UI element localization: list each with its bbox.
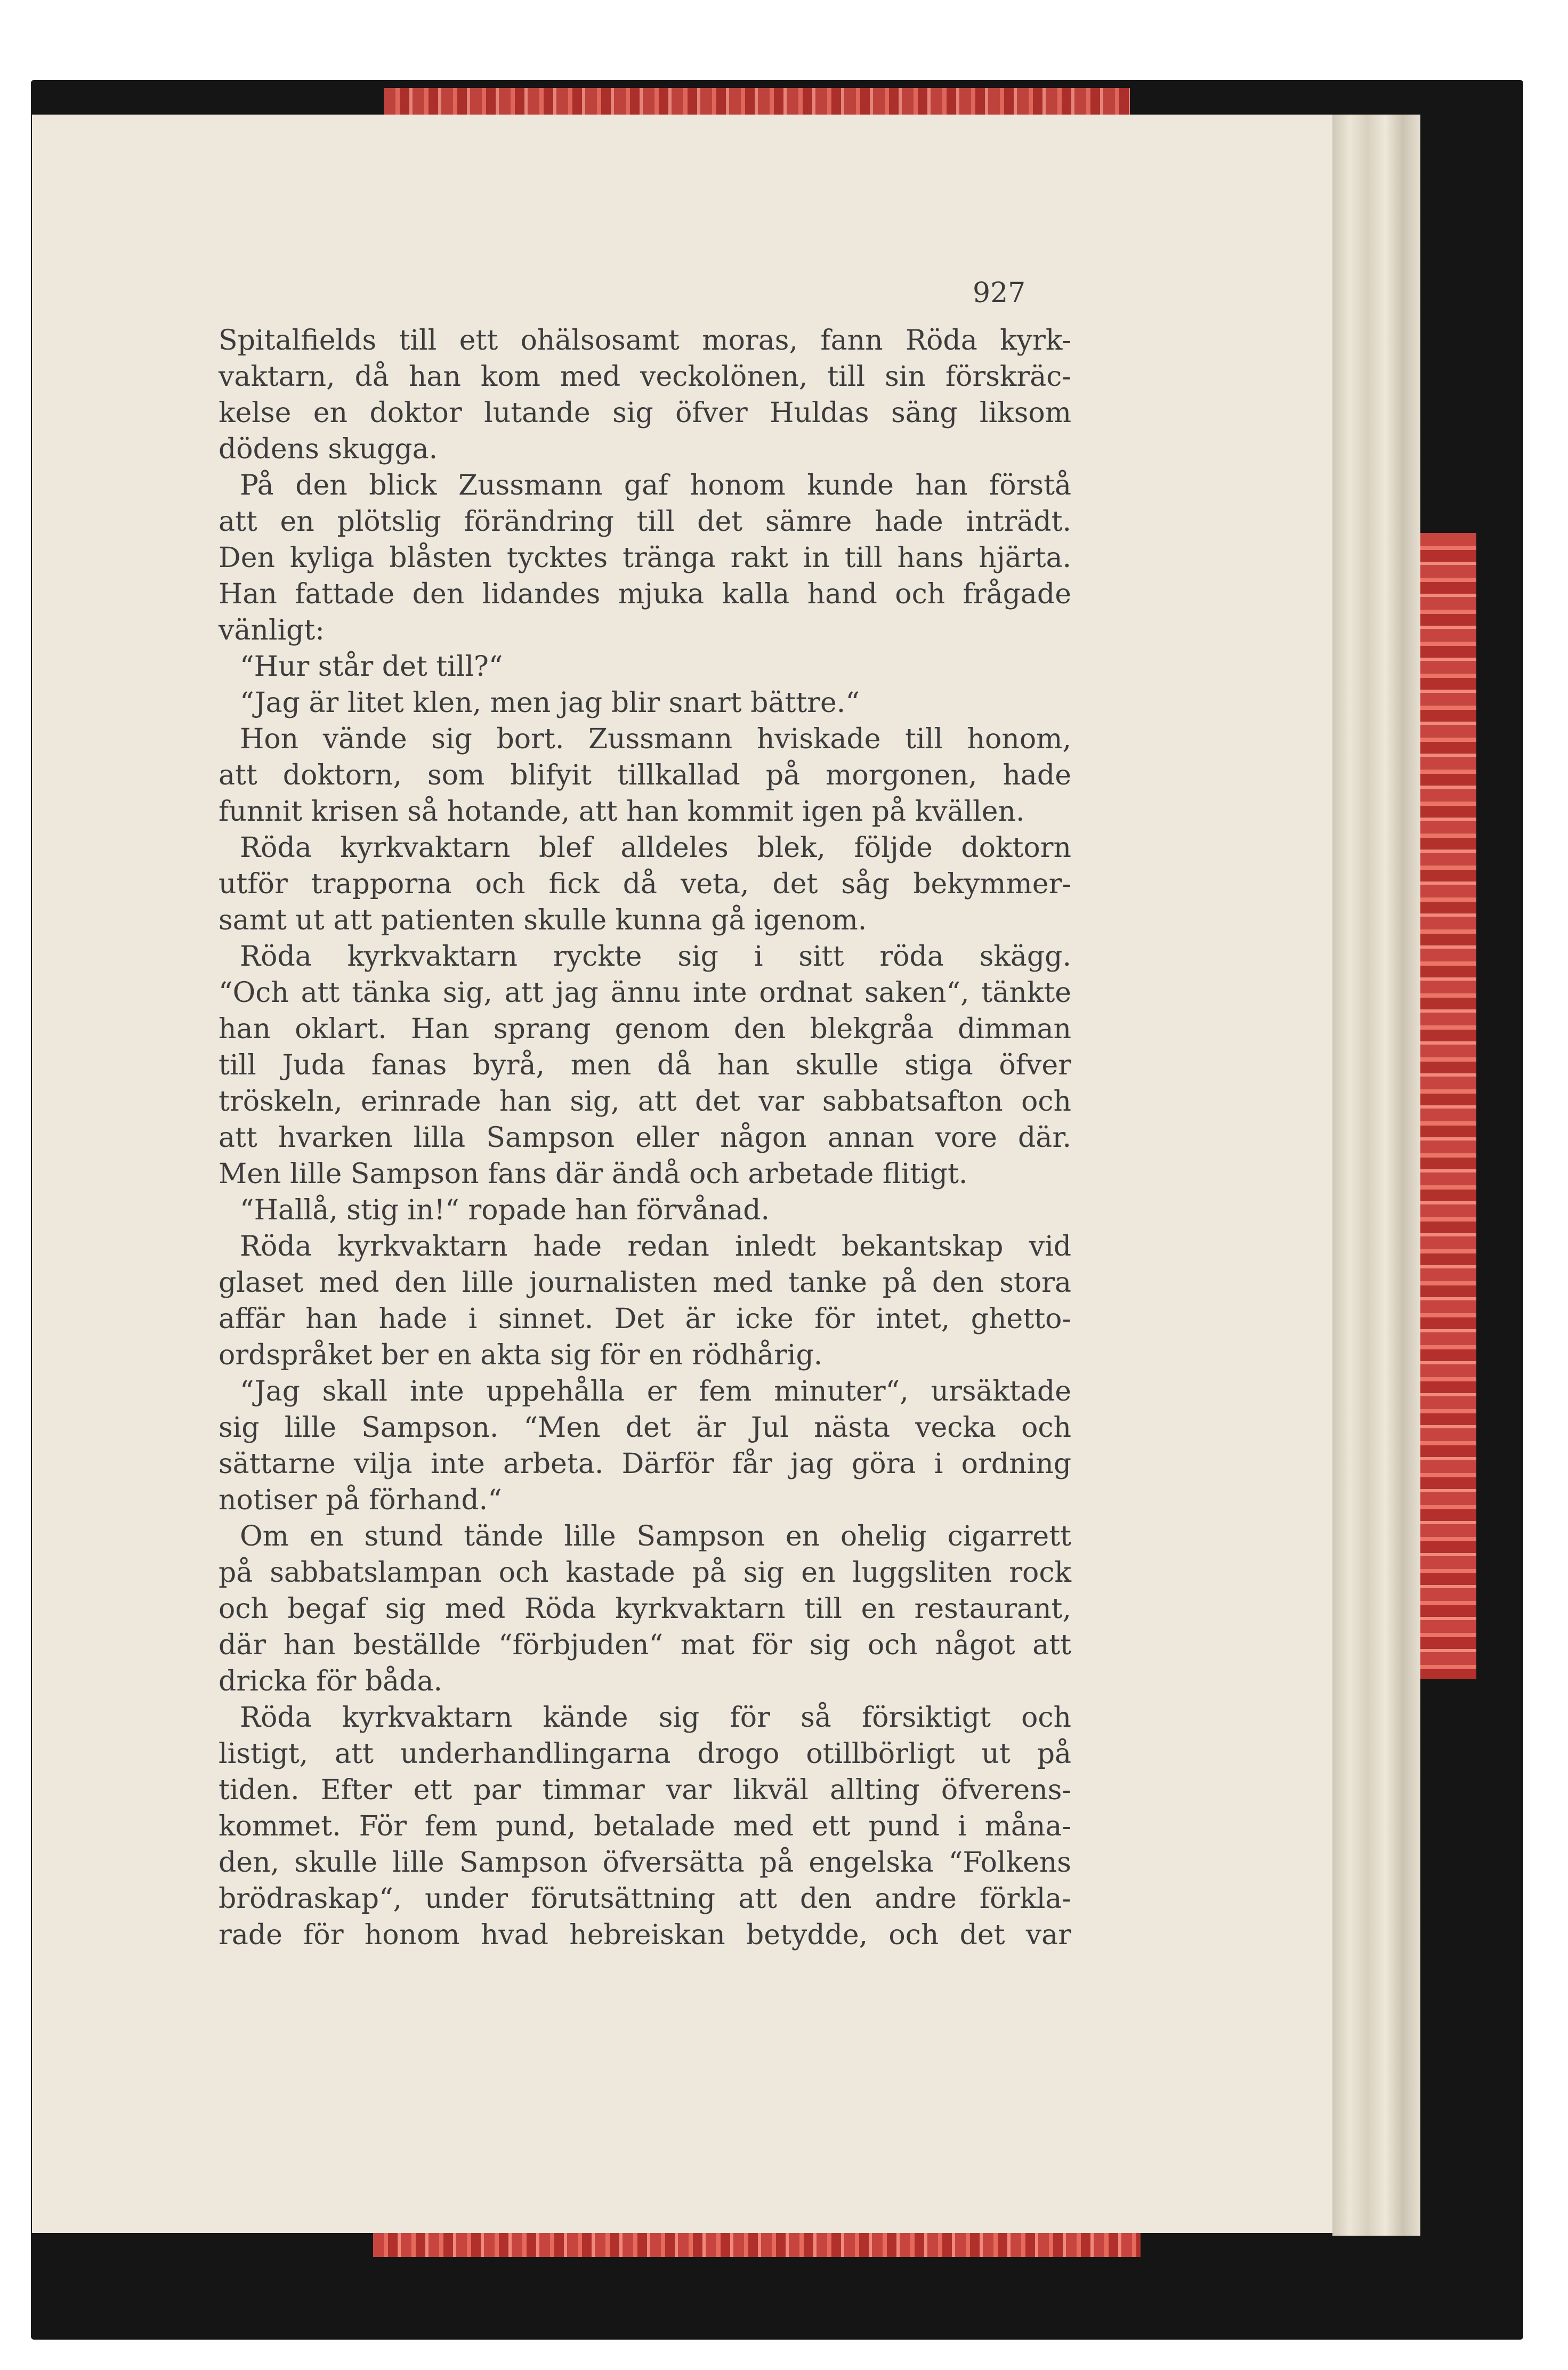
text-line: att hvarken lilla Sampson eller någon annan vore där. (219, 1122, 1071, 1154)
text-line: sig lille Sampson. “Men det är Jul nästa vecka och (219, 1412, 1071, 1444)
text-line: samt ut att patienten skulle kunna gå igenom. (219, 904, 867, 936)
text-line: Röda kyrkvaktarn ryckte sig i sitt röda skägg. (240, 941, 1071, 973)
text-line: kelse en doktor lutande sig öfver Huldas säng liksom (219, 397, 1071, 429)
text-line: Den kyliga blåsten tycktes tränga rakt in till hans hjärta. (219, 542, 1071, 574)
text-line: han oklart. Han sprang genom den blekgråa dimman (219, 1013, 1071, 1045)
text-line: att doktorn, som blifyit tillkallad på morgonen, hade (219, 759, 1071, 791)
text-line: Röda kyrkvaktarn blef alldeles blek, följde doktorn (240, 832, 1071, 864)
text-line: dricka för båda. (219, 1665, 442, 1697)
body-text (219, 322, 1071, 1953)
text-line: dödens skugga. (219, 433, 438, 465)
text-line: “Jag skall inte uppehålla er fem minuter“, ursäktade (240, 1376, 1071, 1408)
text-line: sättarne vilja inte arbeta. Därför får jag göra i ordning (219, 1448, 1071, 1480)
right-page-edge (1420, 533, 1476, 1679)
text-line: utför trapporna och fick då veta, det såg bekymmer- (219, 868, 1071, 900)
text-line: affär han hade i sinnet. Det är icke för intet, ghetto- (219, 1303, 1071, 1335)
text-line: den, skulle lille Sampson öfversätta på engelska “Folkens (219, 1847, 1071, 1879)
text-line: “Hur står det till?“ (240, 651, 503, 683)
text-line: där han beställde “förbjuden“ mat för sig och något att (219, 1629, 1071, 1661)
text-line: “Jag är litet klen, men jag blir snart bättre.“ (240, 687, 860, 719)
text-line: ordspråket ber en akta sig för en rödhårig. (219, 1339, 823, 1371)
text-line: på sabbatslampan och kastade på sig en luggsliten rock (219, 1557, 1071, 1589)
text-line: kommet. För fem pund, betalade med ett pund i måna- (219, 1810, 1071, 1842)
text-line: rade för honom hvad hebreiskan betydde, och det var (219, 1919, 1071, 1951)
text-line: Men lille Sampson fans där ändå och arbetade flitigt. (219, 1158, 968, 1190)
text-line: På den blick Zussmann gaf honom kunde han förstå (240, 470, 1071, 501)
text-line: Spitalfields till ett ohälsosamt moras, fann Röda kyrk- (219, 325, 1071, 357)
page-number: 927 (973, 277, 1026, 309)
text-line: till Juda fanas byrå, men då han skulle stiga öfver (219, 1049, 1071, 1081)
text-line: tiden. Efter ett par timmar var likväl allting öfverens- (219, 1774, 1071, 1806)
text-line: Om en stund tände lille Sampson en ohelig cigarrett (240, 1520, 1071, 1552)
text-line: vaktarn, då han kom med veckolönen, till sin förskräc- (219, 361, 1071, 393)
text-line: Hon vände sig bort. Zussmann hviskade till honom, (240, 723, 1071, 755)
page-stack-edge (1332, 115, 1420, 2236)
text-line: “Och att tänka sig, att jag ännu inte ordnat saken“, tänkte (219, 977, 1071, 1009)
text-line: funnit krisen så hotande, att han kommit igen på kvällen. (219, 796, 1025, 828)
text-line: tröskeln, erinrade han sig, att det var sabbatsafton och (219, 1086, 1071, 1118)
text-line: Röda kyrkvaktarn hade redan inledt bekantskap vid (240, 1231, 1071, 1263)
text-line: notiser på förhand.“ (219, 1484, 502, 1516)
text-line: och begaf sig med Röda kyrkvaktarn till en restaurant, (219, 1593, 1071, 1625)
text-line: Han fattade den lidandes mjuka kalla hand och frågade (219, 578, 1071, 610)
text-line: vänligt: (219, 614, 325, 646)
text-line: “Hallå, stig in!“ ropade han förvånad. (240, 1194, 770, 1226)
text-line: Röda kyrkvaktarn kände sig för så försiktigt och (240, 1702, 1071, 1734)
text-line: brödraskap“, under förutsättning att den andre förkla- (219, 1883, 1071, 1915)
text-line: listigt, att underhandlingarna drogo otillbörligt ut på (219, 1738, 1071, 1770)
text-line: glaset med den lille journalisten med tanke på den stora (219, 1267, 1071, 1299)
text-line: att en plötslig förändring till det sämre hade inträdt. (219, 506, 1071, 538)
